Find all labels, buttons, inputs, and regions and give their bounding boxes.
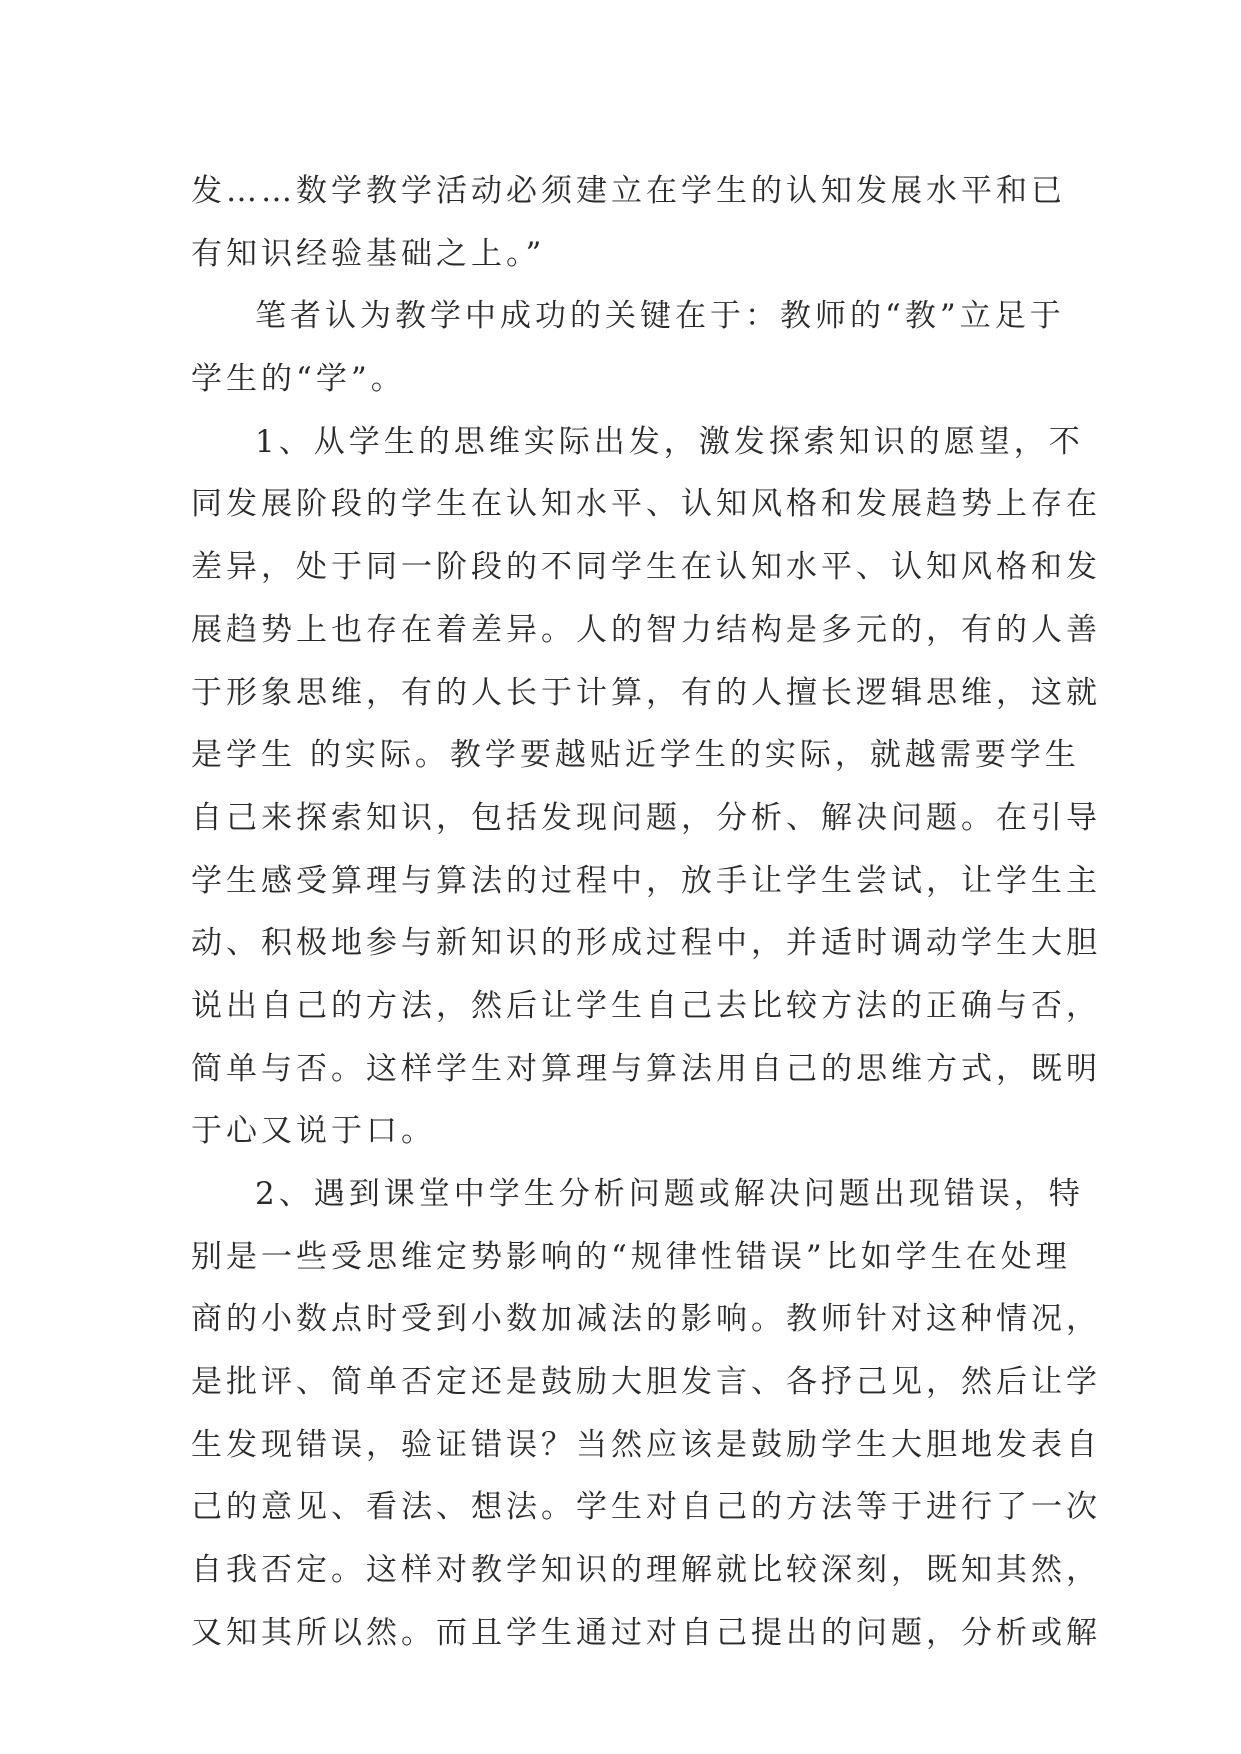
text-line: 学生感受算理与算法的过程中，放手让学生尝试，让学生主 bbox=[191, 862, 1101, 899]
text-line: 说出自己的方法，然后让学生自己去比较方法的正确与否， bbox=[191, 987, 1101, 1024]
text-line: 商的小数点时受到小数加减法的影响。教师针对这种情况， bbox=[191, 1301, 1101, 1338]
text-line: 又知其所以然。而且学生通过对自己提出的问题，分析或解 bbox=[191, 1614, 1101, 1651]
text-line: 自己来探索知识，包括发现问题，分析、解决问题。在引导 bbox=[191, 799, 1101, 836]
paragraph-start-line: 2、遇到课堂中学生分析问题或解决问题出现错误，特 bbox=[255, 1176, 1084, 1212]
text-line: 别是一些受思维定势影响的“规律性错误”比如学生在处理 bbox=[191, 1238, 1071, 1275]
text-line: 是批评、简单否定还是鼓励大胆发言、各抒己见，然后让学 bbox=[191, 1364, 1101, 1401]
text-line: 生发现错误，验证错误？当然应该是鼓励学生大胆地发表自 bbox=[191, 1426, 1101, 1463]
text-line: 于形象思维，有的人长于计算，有的人擅长逻辑思维，这就 bbox=[191, 674, 1101, 711]
text-line: 有知识经验基础之上。” bbox=[191, 235, 546, 272]
text-line: 同发展阶段的学生在认知水平、认知风格和发展趋势上存在 bbox=[191, 486, 1101, 523]
text-line: 简单与否。这样学生对算理与算法用自己的思维方式，既明 bbox=[191, 1050, 1101, 1087]
text-line: 发……数学教学活动必须建立在学生的认知发展水平和已 bbox=[191, 173, 1066, 209]
text-line: 展趋势上也存在着差异。人的智力结构是多元的，有的人善 bbox=[191, 611, 1101, 648]
paragraph-start-line: 笔者认为教学中成功的关键在于：教师的“教”立足于 bbox=[255, 298, 1065, 335]
text-line: 是学生 的实际。教学要越贴近学生的实际，就越需要学生 bbox=[191, 737, 1080, 774]
body-text bbox=[191, 160, 1101, 1665]
text-line: 学生的“学”。 bbox=[191, 361, 406, 398]
text-line: 差异，处于同一阶段的不同学生在认知水平、认知风格和发 bbox=[191, 549, 1101, 586]
text-line: 己的意见、看法、想法。学生对自己的方法等于进行了一次 bbox=[191, 1489, 1101, 1526]
text-line: 自我否定。这样对教学知识的理解就比较深刻，既知其然， bbox=[191, 1552, 1101, 1589]
paragraph-start-line: 1、从学生的思维实际出发，激发探索知识的愿望，不 bbox=[255, 423, 1084, 460]
text-line: 动、积极地参与新知识的形成过程中，并适时调动学生大胆 bbox=[191, 925, 1101, 962]
text-line: 于心又说于口。 bbox=[191, 1113, 436, 1150]
